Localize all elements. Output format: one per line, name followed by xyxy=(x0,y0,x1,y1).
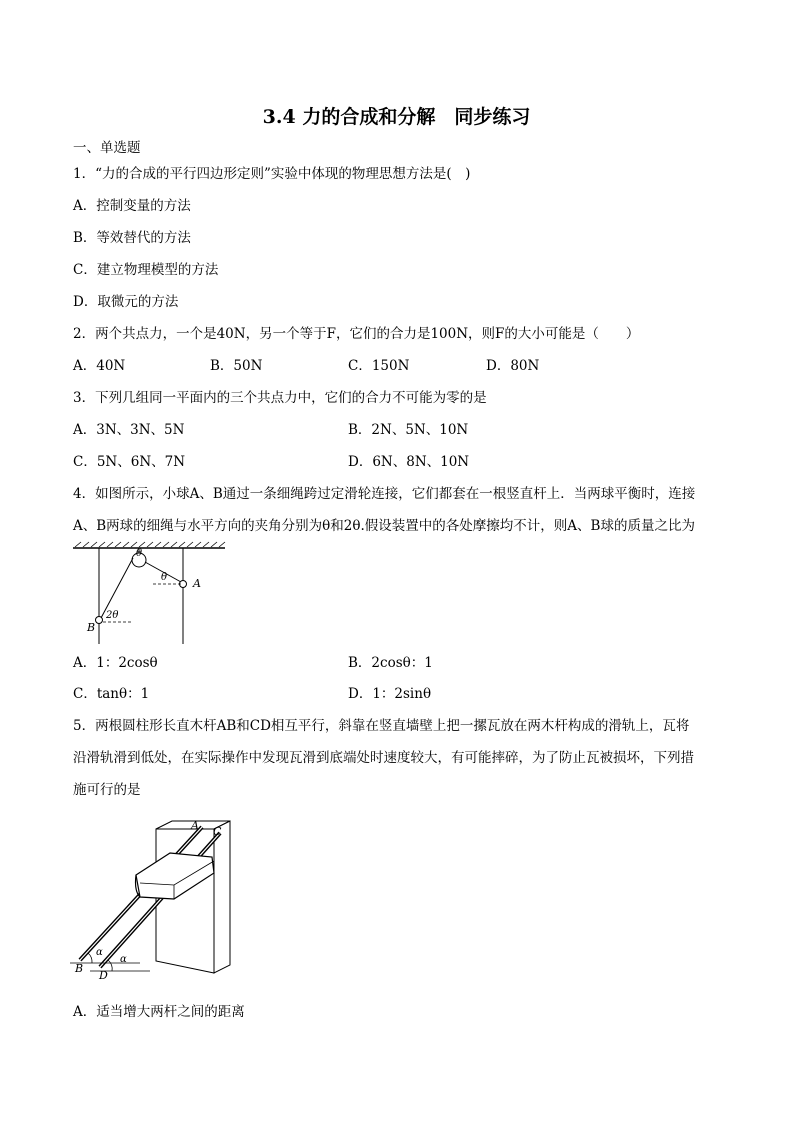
q5-label-d: D xyxy=(99,969,108,982)
q4-option-b: B．2cosθ：1 xyxy=(348,655,433,671)
q2-option-d: D．80N xyxy=(486,358,540,374)
section-heading: 一、单选题 xyxy=(73,140,141,156)
q5-label-c: C xyxy=(213,825,222,838)
q4-label-b: B xyxy=(87,621,96,634)
q4-option-a: A．1：2cosθ xyxy=(73,655,158,671)
q1-stem: 1．“力的合成的平行四边形定则”实验中体现的物理思想方法是( ) xyxy=(73,166,471,182)
q5-label-b: B xyxy=(75,962,84,975)
page-title: 3.4 力的合成和分解 同步练习 xyxy=(262,106,531,128)
q5-option-a: A．适当增大两杆之间的距离 xyxy=(73,1004,245,1020)
q4-stem-line2: A、B两球的细绳与水平方向的夹角分别为θ和2θ.假设装置中的各处摩擦均不计，则A、B球的质量之比为 xyxy=(73,518,695,534)
q5-label-alpha-2: α xyxy=(120,954,127,965)
q5-label-a: A xyxy=(191,819,199,832)
q3-option-b: B．2N、5N、10N xyxy=(348,422,469,438)
q4-option-d: D．1：2sinθ xyxy=(348,686,432,702)
q3-option-d: D．6N、8N、10N xyxy=(348,454,470,470)
q4-label-theta-a: θ xyxy=(161,572,168,583)
q1-option-d: D．取微元的方法 xyxy=(73,294,179,310)
q3-stem: 3．下列几组同一平面内的三个共点力中，它们的合力不可能为零的是 xyxy=(73,390,487,406)
q4-stem-line1: 4．如图所示，小球A、B通过一条细绳跨过定滑轮连接，它们都套在一根竖直杆上．当两球平衡时，连接 xyxy=(73,486,696,502)
q1-option-a: A．控制变量的方法 xyxy=(73,198,191,214)
q5-stem-line1: 5．两根圆柱形长直木杆AB和CD相互平行，斜靠在竖直墙壁上把一摞瓦放在两木杆构成的滑轨上，瓦将 xyxy=(73,718,690,734)
q3-option-c: C．5N、6N、7N xyxy=(73,454,186,470)
q2-stem: 2．两个共点力，一个是40N，另一个等于F，它们的合力是100N，则F的大小可能是（ ） xyxy=(73,326,640,342)
q1-option-c: C．建立物理模型的方法 xyxy=(73,262,219,278)
q5-stem-line3: 施可行的是 xyxy=(73,782,141,798)
q1-option-b: B．等效替代的方法 xyxy=(73,230,191,246)
q4-option-c: C．tanθ：1 xyxy=(73,686,150,702)
q5-stem-line2: 沿滑轨滑到低处，在实际操作中发现瓦滑到底端处时速度较大，有可能摔碎，为了防止瓦被损坏，下列措 xyxy=(73,750,694,766)
q4-pulley-figure xyxy=(73,540,233,648)
q4-label-theta-top: θ xyxy=(136,548,143,559)
q3-option-a: A．3N、3N、5N xyxy=(73,422,185,438)
q2-option-a: A．40N xyxy=(73,358,126,374)
q5-label-alpha-1: α xyxy=(96,947,103,958)
q2-option-b: B．50N xyxy=(210,358,263,374)
q4-label-a: A xyxy=(193,577,201,590)
q2-option-c: C．150N xyxy=(348,358,410,374)
q4-label-2theta: 2θ xyxy=(106,610,119,621)
